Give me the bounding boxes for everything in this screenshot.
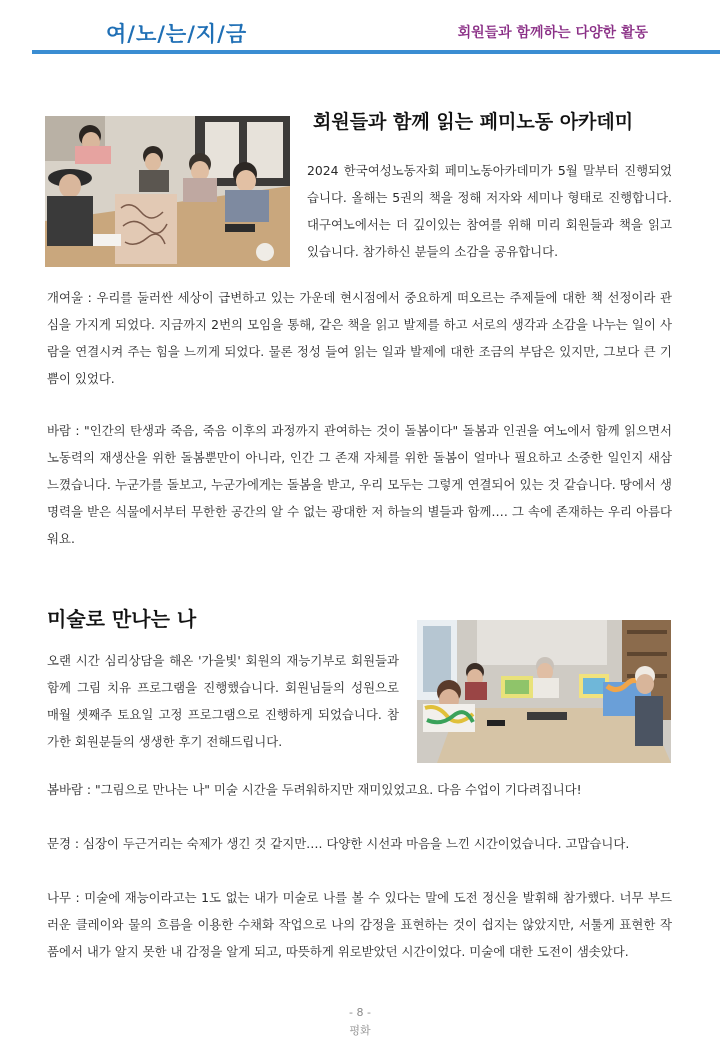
comment-namu: 나무 : 미술에 재능이라고는 1도 없는 내가 미술로 나를 볼 수 있다는 말에 도전 정신을 발휘해 참가했다. 너무 부드러운 클레이와 물의 흐름을 이용한 수채화 작업으로 나의 감정을 표현하는 것이 쉽지는 않았지만, 서툴게 표현한 작품에서 내가 알지 못한 내 감정을 알게 되고, 따뜻하게 위로받았던 시간이었다. 미술에 대한 도전이 샘솟았다.: [47, 890, 672, 959]
publication-name: 평화: [349, 1024, 371, 1037]
section-heading-art-meeting: 미술로 만나는 나: [47, 607, 197, 631]
section2-intro: 오랜 시간 심리상담을 해온 '가을빛' 회원의 재능기부로 회원들과 함께 그림 치유 프로그램을 진행했습니다. 회원님들의 성원으로 매월 셋째주 토요일 고정 프로그램으로 진행하게 되었습니다. 참가한 회원분들의 생생한 후기 전해드립니다.: [47, 653, 399, 749]
page-number: - 8 -: [349, 1006, 371, 1019]
page-header: [0, 0, 720, 58]
comment-gaeyeoul: 개여울 : 우리를 둘러싼 세상이 급변하고 있는 가운데 현시점에서 중요하게 떠오르는 주제들에 대한 책 선정이라 관심을 가지게 되었다. 지금까지 2번의 모임을 통해, 같은 책을 읽고 발제를 하고 서로의 생각과 소감을 나누는 일이 사람을 연결시켜 주는 힘을 느끼게 되었다. 물론 정성 들여 읽는 일과 발제에 대한 조금의 부담은 있지만, 그보다 큰 기쁨이 있었다.: [47, 290, 672, 386]
art-therapy-photo: [417, 620, 671, 763]
comment-bombaram: 봄바람 : "그림으로 만나는 나" 미술 시간을 두려워하지만 재미있었고요. 다음 수업이 기다려집니다!: [47, 782, 582, 797]
comment-mungyeong: 문경 : 심장이 두근거리는 숙제가 생긴 것 같지만…. 다양한 시선과 마음을 느낀 시간이었습니다. 고맙습니다.: [47, 836, 630, 851]
header-subtitle: 회원들과 함께하는 다양한 활동: [457, 25, 648, 41]
section1-intro: 2024 한국여성노동자회 페미노동아카데미가 5월 말부터 진행되었습니다. 올해는 5권의 책을 정해 저자와 세미나 형태로 진행합니다. 대구여노에서는 더 깊이있는 참여를 위해 미리 회원들과 책을 읽고 있습니다. 참가하신 분들의 소감을 공유합니다.: [307, 163, 672, 259]
comment-baram: 바람 : "인간의 탄생과 죽음, 죽음 이후의 과정까지 관여하는 것이 돌봄이다" 돌봄과 인권을 여노에서 함께 읽으면서 노동력의 재생산을 위한 돌봄뿐만이 아니라, 인간 그 존재 자체를 위한 돌봄이 얼마나 필요하고 소중한 일인지 새삼 느꼈습니다. 누군가를 돌보고, 누군가에게는 돌봄을 받고, 우리 모두는 그렇게 연결되어 있는 것 같습니다. 땅에서 생명력을 받은 식물에서부터 무한한 공간의 알 수 없는 광대한 저 하늘의 별들과 함께…. 그 속에 존재하는 우리 아름다워요.: [47, 423, 672, 546]
section-heading-feminist-labor-academy: 회원들과 함께 읽는 페미노동 아카데미: [313, 111, 634, 133]
reading-group-photo: [45, 116, 290, 267]
header-title: 여/노/는/지/금: [106, 22, 248, 46]
header-rule: [32, 50, 720, 54]
